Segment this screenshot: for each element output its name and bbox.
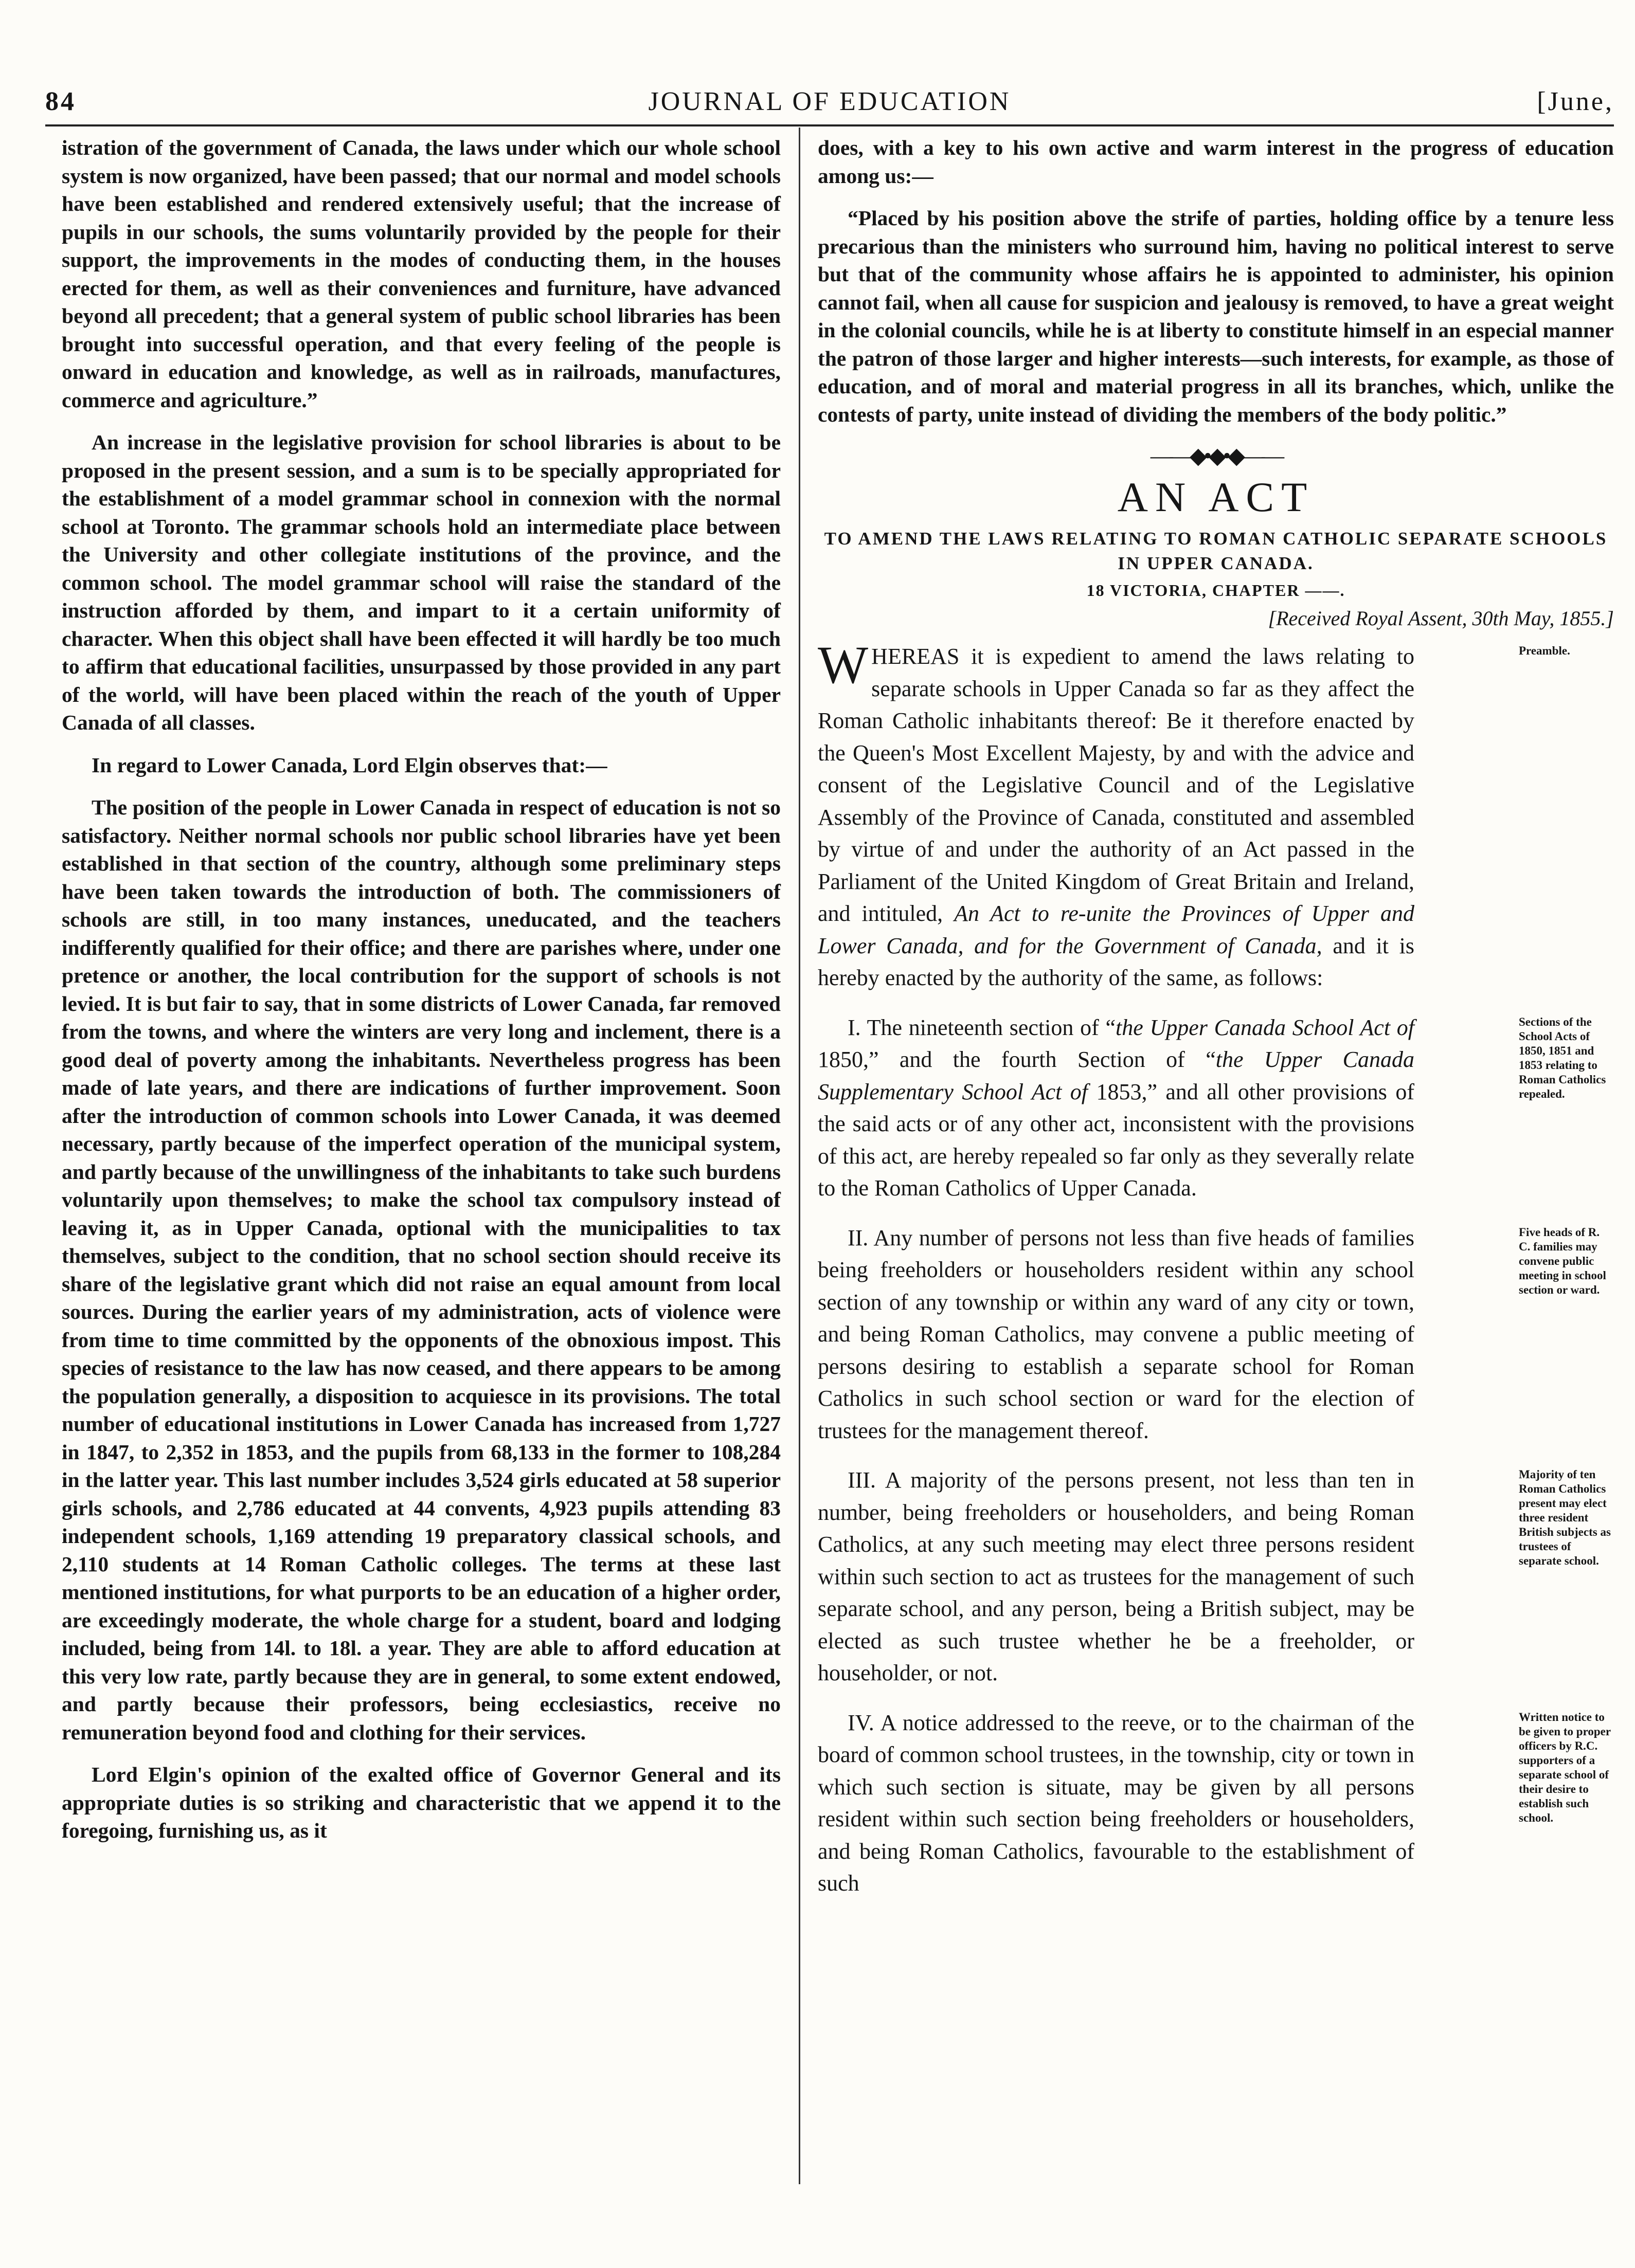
act-section-1 xyxy=(818,1012,1614,1205)
left-paragraph-2: An increase in the legislative provision for school libraries is about to be proposed in the present session, and a sum is to be specially appropriated for the establishment of a model grammar school in connexion with the normal school at Toronto. The grammar schools hold an intermediate place between the University and other collegiate institutions of the province, and the common school. The model grammar school will raise the standard of the instruction afforded by them, and impart to it a certain uniformity of character. When this object shall have been effected it will hardly be too much to affirm that educational facilities, unsurpassed by those provided in any part of the world, will have been placed within the reach of the youth of Upper Canada of all classes. xyxy=(62,430,781,734)
quote-intro: does, with a key to his own active and warm interest in the progress of education among us:— xyxy=(818,136,1614,188)
left-column xyxy=(62,134,781,1859)
margin-note-section-1: Sections of the School Acts of 1850, 1851 and 1853 relating to Roman Catholics repealed. xyxy=(1519,1015,1606,1100)
section-ornament: ——◆•◆•◆—— xyxy=(1150,443,1282,468)
journal-title: JOURNAL OF EDUCATION xyxy=(648,87,1011,116)
act-assent: [Received Royal Assent, 30th May, 1855.] xyxy=(1268,607,1614,630)
section-1-text: I. The nineteenth section of “the Upper Canada School Act of 1850,” and the fourth Section of “the Upper Canada Supplementary School Act of 1853,” and all other provisions of the said acts or of any other act, inconsistent with the provisions of this act, are hereby repealed so far only as they severally relate to the Roman Catholics of Upper Canada. xyxy=(818,1014,1414,1201)
left-paragraph-4: The position of the people in Lower Canada in respect of education is not so satisfactory. Neither normal schools nor public school libraries have yet been established in that section of the country, although some preliminary steps have been taken towards the introduction of both. The commissioners of schools are still, in too many instances, uneducated, and the teachers indifferently qualified for their office; and there are parishes where, under one pretence or another, the local contribution for the support of schools is not levied. It is but fair to say, that in some districts of Lower Canada, far removed from the towns, and where the winters are very long and inclement, there is a good deal of poverty among the inhabitants. Nevertheless progress has been made of late years, and there are indications of further improvement. Soon after the introduction of common schools into Lower Canada, it was deemed necessary, partly because of the imperfect operation of the municipal system, and partly because of the unwillingness of the inhabitants to take such burdens voluntarily upon themselves; to make the school tax compulsory instead of leaving it, as in Upper Canada, optional with the municipalities to tax themselves, subject to the condition, that no school section should receive its share of the legislative grant which did not raise an equal amount from local sources. During the earlier years of my administration, acts of violence were from time to time committed by the opponents of the obnoxious impost. This species of resistance to the law has now ceased, and there appears to be among the population generally, a disposition to acquiesce in its provisions. The total number of educational institutions in Lower Canada has increased from 1,727 in 1847, to 2,352 in 1853, and the pupils from 68,133 in the former to 108,284 in the latter year. This last number includes 3,524 girls educated at 58 superior girls schools, and 2,786 educated at 44 convents, 4,923 pupils attending 83 independent schools, 1,169 attending 19 preparatory classical schools, and 2,110 students at 14 Roman Catholic colleges. The terms at these last mentioned institutions, for what purports to be an education of a higher order, are exceedingly moderate, the whole charge for a student, board and lodging included, being from 14l. to 18l. a year. They are able to afford education at this very low rate, partly because they are in general, to some extent endowed, and partly because their professors, being ecclesiastics, receive no remuneration beyond food and clothing for their services. xyxy=(62,795,781,1744)
margin-note-section-2: Five heads of R. C. families may convene public meeting in school section or ward. xyxy=(1519,1225,1606,1296)
header-month: [June, xyxy=(1537,87,1614,116)
act-preamble xyxy=(818,636,1614,994)
page-number: 84 xyxy=(45,87,76,116)
quote-body: “Placed by his position above the strife of parties, holding office by a tenure less precarious than the ministers who surround him, having no political interest to serve but that of the community whose affairs he is appointed to administer, his opinion cannot fail, when all cause for suspicion and jealousy is removed, to have a great weight in the colonial councils, while he is at liberty to constitute himself in an especial manner the patron of those larger and higher interests—such interests, for example, as those of education, and of moral and material progress in all its branches, which, unlike the contests of party, unite instead of dividing the members of the body politic.” xyxy=(818,206,1614,426)
left-paragraph-3: In regard to Lower Canada, Lord Elgin observes that:— xyxy=(92,753,607,777)
act-subtitle: TO AMEND THE LAWS RELATING TO ROMAN CATHOLIC SEPARATE SCHOOLS IN UPPER CANADA. xyxy=(824,529,1608,573)
left-paragraph-5: Lord Elgin's opinion of the exalted office of Governor General and its appropriate duties is so striking and characteristic that we append it to the foregoing, furnishing us, as it xyxy=(62,1763,781,1842)
margin-note-preamble: Preamble. xyxy=(1519,644,1570,657)
column-divider xyxy=(799,128,800,2184)
act-title: AN ACT xyxy=(1117,474,1315,520)
page-header xyxy=(45,86,1614,119)
margin-note-section-4: Written notice to be given to proper officers by R.C. supporters of a separate school of their desire to establish such school. xyxy=(1519,1710,1611,1824)
header-rule xyxy=(45,124,1614,126)
margin-note-section-3: Majority of ten Roman Catholics present may elect three resident British subjects as trustees of separate school. xyxy=(1519,1468,1611,1567)
act-section-2 xyxy=(818,1222,1614,1447)
preamble-text: WHEREAS it is expedient to amend the laws relating to separate schools in Upper Canada so far as they affect the Roman Catholic inhabitants thereof: Be it therefore enacted by the Queen's Most Excellent Majesty, by and with the advice and consent of the Legislative Council and of the Legislative Assembly of the Province of Canada, constituted and assembled by virtue of and under the authority of an Act passed in the Parliament of the United Kingdom of Great Britain and Ireland, and intituled, An Act to re-unite the Provinces of Upper and Lower Canada, and for the Government of Canada, and it is hereby enacted by the authority of the same, as follows: xyxy=(818,636,1415,990)
act-chapter: 18 VICTORIA, CHAPTER ——. xyxy=(1086,581,1345,600)
left-paragraph-1: istration of the government of Canada, the laws under which our whole school system is now organized, have been passed; that our normal and model schools have been established and rendered extensively useful; that the increase of pupils in our schools, the sums voluntarily provided by the people for their support, the improvements in the modes of conducting them, in the houses erected for them, as well as their conveniences and furniture, have advanced beyond all precedent; that a general system of public school libraries has been brought into successful operation, and that every feeling of the people is onward in education and knowledge, as well as in railroads, manufactures, commerce and agriculture.” xyxy=(62,136,781,412)
section-3-text: III. A majority of the persons present, not less than ten in number, being freeholders or householders, and being Roman Catholics, at any such meeting may elect three persons resident within such section to act as trustees for the management of such separate school, and any person, being a British subject, may be elected as such trustee whether he be a freeholder, or householder, or not. xyxy=(818,1467,1414,1685)
section-2-text: II. Any number of persons not less than five heads of families being freeholders or householders resident within any school section of any township or within any ward of any city or town, and being Roman Catholics, may convene a public meeting of persons desiring to establish a separate school for Roman Catholics in such school section or ward for the election of trustees for the management thereof. xyxy=(818,1225,1414,1443)
right-column xyxy=(818,134,1614,1917)
act-section-4 xyxy=(818,1707,1614,1900)
drop-cap: W xyxy=(818,636,869,695)
act-section-3 xyxy=(818,1464,1614,1690)
section-4-text: IV. A notice addressed to the reeve, or to the chairman of the board of common school trustees, in the township, city or town in which such section is situate, may be given by all persons resident within such section being freeholders or householders, and being Roman Catholics, favourable to the establishment of such xyxy=(818,1710,1414,1896)
act-reference-title: An Act to re-unite the Provinces of Upper and Lower Canada, and for the Government of Canada, xyxy=(818,901,1415,958)
